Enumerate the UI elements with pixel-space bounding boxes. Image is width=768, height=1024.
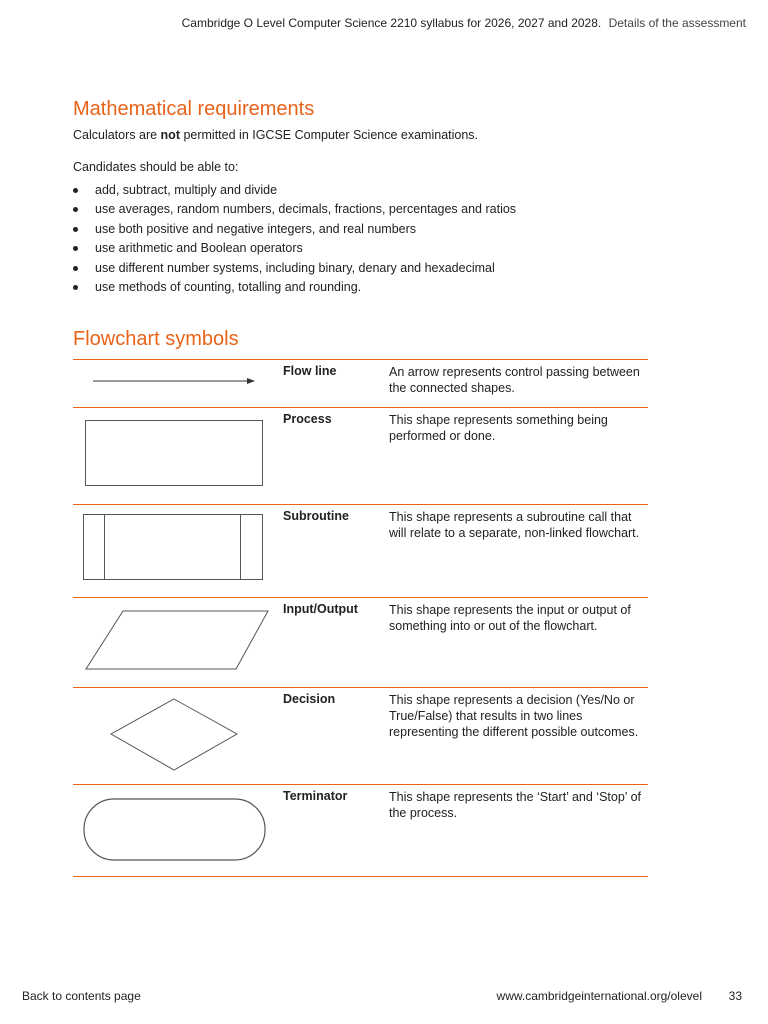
header-title: Cambridge O Level Computer Science 2210 syllabus for 2026, 2027 and 2028. (181, 16, 602, 30)
list-item-text: use different number systems, including binary, denary and hexadecimal (95, 260, 495, 275)
page-number: 33 (728, 989, 742, 1003)
table-row (73, 359, 648, 407)
calc-text-after: permitted in IGCSE Computer Science examinations. (179, 128, 479, 142)
math-requirements-heading: Mathematical requirements (73, 98, 315, 120)
arrow-icon (73, 360, 273, 407)
symbol-description: This shape represents something being performed or done. (389, 413, 608, 443)
bullet-icon (73, 285, 78, 290)
flowchart-symbols-table (73, 359, 648, 877)
list-item-text: use both positive and negative integers, and real numbers (95, 221, 417, 236)
symbol-description: An arrow represents control passing between the connected shapes. (389, 365, 640, 395)
list-item-text: use methods of counting, totalling and rounding. (95, 279, 362, 294)
candidates-intro: Candidates should be able to: (73, 160, 239, 174)
back-to-contents-link[interactable]: Back to contents page (22, 989, 141, 1003)
table-row (73, 407, 648, 504)
bullet-icon (73, 188, 78, 193)
list-item (73, 201, 516, 220)
calc-text-before: Calculators are (73, 128, 161, 142)
symbol-name: Subroutine (283, 509, 349, 523)
calculator-note (73, 128, 478, 142)
symbol-name: Terminator (283, 789, 348, 803)
website-link[interactable]: www.cambridgeinternational.org/olevel (496, 989, 702, 1003)
symbol-description: This shape represents the input or output of something into or out of the flowchart. (389, 603, 631, 633)
list-item (73, 240, 516, 259)
table-row (73, 504, 648, 597)
list-item (73, 221, 516, 240)
requirements-list (73, 182, 516, 298)
symbol-name: Decision (283, 692, 336, 706)
subroutine-icon (73, 505, 273, 597)
bullet-icon (73, 246, 78, 251)
running-header (182, 16, 746, 30)
list-item (73, 279, 516, 298)
rounded-rectangle-icon (73, 785, 273, 876)
table-row (73, 597, 648, 687)
table-row (73, 784, 648, 877)
symbol-name: Input/Output (283, 602, 358, 616)
symbol-description: This shape represents a decision (Yes/No or True/False) that results in two lines representing the different possible outcomes. (389, 693, 639, 739)
symbol-description: This shape represents the ‘Start’ and ‘Stop’ of the process. (389, 790, 641, 820)
list-item-text: add, subtract, multiply and divide (95, 183, 278, 197)
diamond-icon (73, 688, 273, 784)
parallelogram-icon (73, 598, 273, 687)
list-item (73, 260, 516, 279)
header-section: Details of the assessment (608, 16, 746, 30)
calc-text-bold: not (160, 128, 180, 142)
rectangle-icon (73, 408, 273, 504)
symbol-name: Flow line (283, 364, 337, 378)
bullet-icon (73, 266, 78, 271)
list-item-text: use arithmetic and Boolean operators (95, 241, 303, 256)
bullet-icon (73, 207, 78, 212)
list-item-text: use averages, random numbers, decimals, fractions, percentages and ratios (95, 202, 517, 217)
flowchart-symbols-heading: Flowchart symbols (73, 328, 239, 350)
bullet-icon (73, 227, 78, 232)
list-item (73, 182, 516, 201)
table-row (73, 687, 648, 784)
symbol-description: This shape represents a subroutine call that will relate to a separate, non-linked flowchart. (389, 510, 640, 540)
symbol-name: Process (283, 412, 332, 426)
